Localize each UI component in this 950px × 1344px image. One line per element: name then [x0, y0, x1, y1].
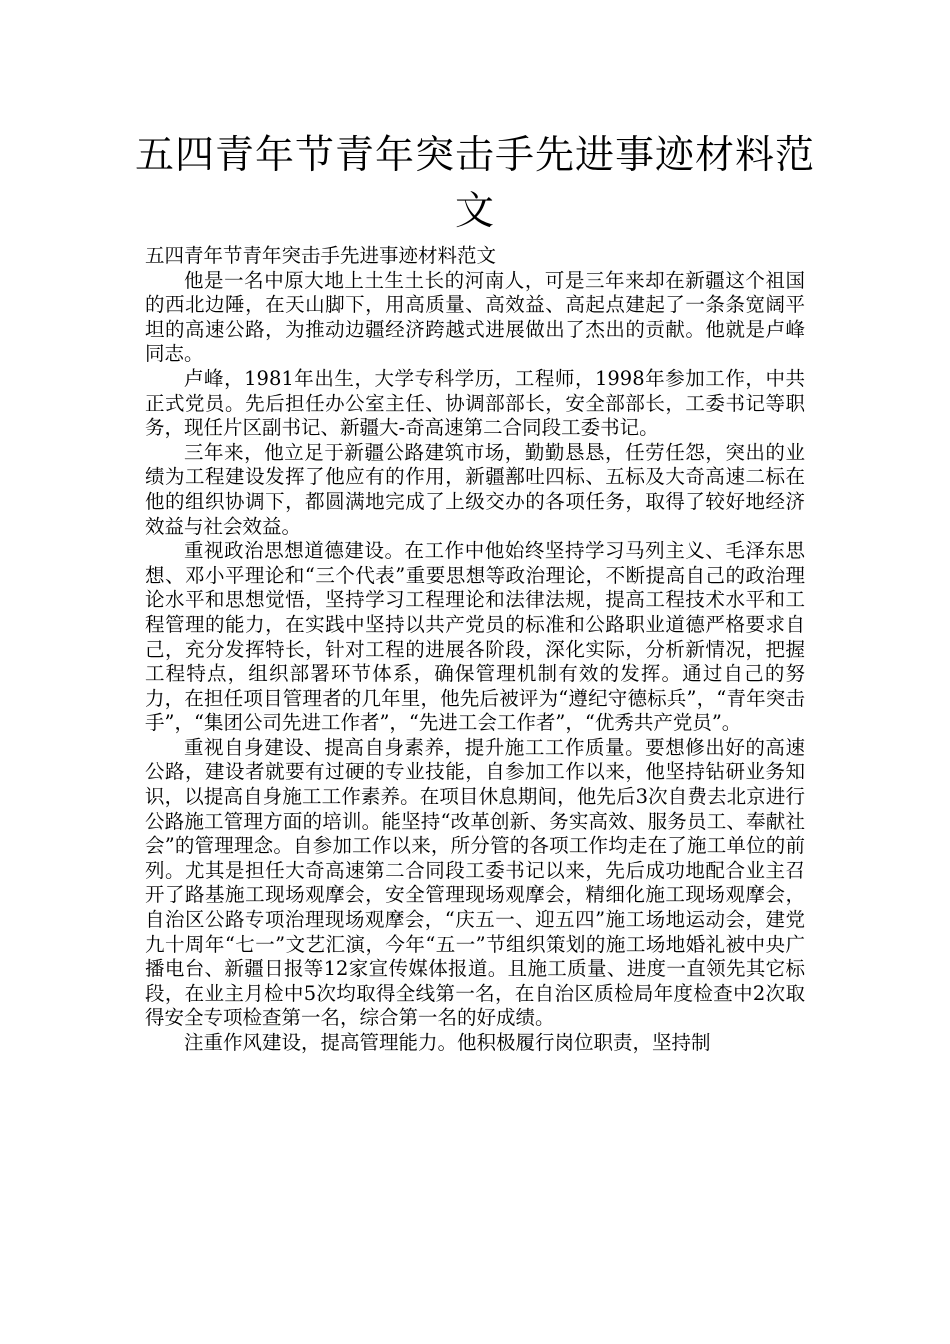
paragraph-achievements: 三年来，他立足于新疆公路建筑市场，勤勤恳恳，任劳任怨，突出的业绩为工程建设发挥了他应有的作用，新疆鄯吐四标、五标及大奇高速二标在他的组织协调下，都圆满地完成了上级交办的各项任务，取得了较好地经济效益与社会效益。 — [145, 440, 805, 538]
paragraph-work-style: 注重作风建设，提高管理能力。他积极履行岗位职责，坚持制 — [184, 1031, 711, 1054]
document-body — [145, 244, 805, 1056]
paragraph-intro: 他是一名中原大地上土生土长的河南人，可是三年来却在新疆这个祖国的西北边陲，在天山脚下，用高质量、高效益、高起点建起了一条条宽阔平坦的高速公路，为推动边疆经济跨越式进展做出了杰出的贡献。他就是卢峰同志。 — [145, 268, 805, 366]
paragraph-political-study: 重视政治思想道德建设。在工作中他始终坚持学习马列主义、毛泽东思想、邓小平理论和“三个代表”重要思想等政治理论，不断提高自己的政治理论水平和思想觉悟，坚持学习工程理论和法律法规，提高工程技术水平和工程管理的能力，在实践中坚持以共产党员的标准和公路职业道德严格要求自己，充分发挥特长，针对工程的进展各阶段，深化实际，分析新情况，把握工程特点，组织部署环节体系，确保管理机制有效的发挥。通过自己的努力，在担任项目管理者的几年里，他先后被评为“遵纪守德标兵”，“青年突击手”，“集团公司先进工作者”，“先进工会工作者”，“优秀共产党员”。 — [145, 539, 805, 735]
document-title: 五四青年节青年突击手先进事迹材料范文 — [134, 133, 815, 234]
paragraph-self-improvement: 重视自身建设、提高自身素养，提升施工工作质量。要想修出好的高速公路，建设者就要有过硬的专业技能，自参加工作以来，他坚持钻研业务知识，以提高自身施工工作素养。在项目休息期间，他先后3次自费去北京进行公路施工管理方面的培训。能坚持“改革创新、务实高效、服务员工、奉献社会”的管理理念。自参加工作以来，所分管的各项工作均走在了施工单位的前列。尤其是担任大奇高速第二合同段工委书记以来，先后成功地配合业主召开了路基施工现场观摩会，安全管理现场观摩会，精细化施工现场观摩会，自治区公路专项治理现场观摩会，“庆五一、迎五四”施工场地运动会，建党九十周年“七一”文艺汇演，今年“五一”节组织策划的施工场地婚礼被中央广播电台、新疆日报等12家宣传媒体报道。且施工质量、进度一直领先其它标段，在业主月检中5次均取得全线第一名，在自治区质检局年度检查中2次取得安全专项检查第一名，综合第一名的好成绩。 — [145, 735, 805, 1030]
document-subtitle: 五四青年节青年突击手先进事迹材料范文 — [145, 244, 497, 267]
paragraph-biography: 卢峰，1981年出生，大学专科学历，工程师，1998年参加工作，中共正式党员。先后担任办公室主任、协调部部长，安全部部长，工委书记等职务，现任片区副书记、新疆大-奇高速第二合同段工委书记。 — [145, 366, 805, 440]
